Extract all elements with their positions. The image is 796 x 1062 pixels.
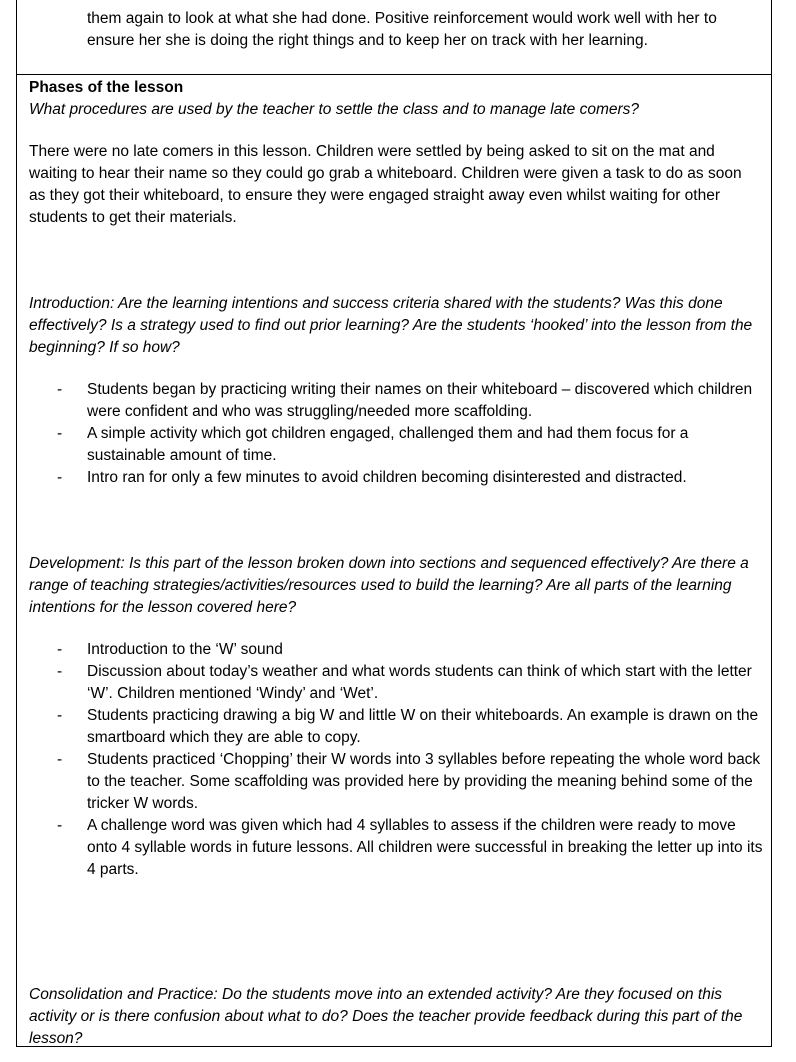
settle-answer: There were no late comers in this lesson. Children were settled by being asked to sit on the mat and waiting to hear their name so they could go grab a whiteboard. Children were given a task to do as soon as they got their whiteboard, to ensure they were engaged straight away even whilst waiting for other students to get their materials.: [29, 143, 742, 226]
settle-question: What procedures are used by the teacher to settle the class and to manage late comers?: [29, 101, 640, 118]
list-item: [29, 705, 769, 749]
observation-form: [16, 0, 772, 1048]
development-question: Development: Is this part of the lesson broken down into sections and sequenced effectively? Are there a range of teaching strategies/activities/resources used to build the learning? Are all parts of the learning intentions for the lesson covered here?: [29, 555, 749, 616]
list-item-text: A challenge word was given which had 4 syllables to assess if the children were ready to move onto 4 syllable words in future lessons. All children were successful in breaking the letter up into its 4 parts.: [87, 817, 763, 878]
list-item: [29, 423, 769, 467]
previous-section-cell: [16, 0, 772, 75]
development-list: [29, 639, 769, 881]
phases-heading: Phases of the lesson: [29, 79, 184, 96]
phases-of-lesson-cell: [16, 75, 772, 1047]
list-item-text: Students practiced ‘Chopping’ their W words into 3 syllables before repeating the whole word back to the teacher. Some scaffolding was provided here by providing the meaning behind some of the tricker W words.: [87, 751, 761, 812]
dash-marker: -: [57, 425, 63, 442]
list-item-text: Students began by practicing writing their names on their whiteboard – discovered which children were confident and who was struggling/needed more scaffolding.: [87, 381, 753, 420]
dash-marker: -: [57, 817, 63, 834]
previous-section-text: them again to look at what she had done. Positive reinforcement would work well with her to ensure her she is doing the right things and to keep her on track with her learning.: [87, 10, 717, 49]
introduction-list: [29, 379, 769, 489]
list-item: [29, 639, 769, 661]
list-item: [29, 379, 769, 423]
introduction-question: Introduction: Are the learning intentions and success criteria shared with the students? Was this done effectively? Is a strategy used to find out prior learning? Are the students ‘hooked’ into the lesson from the beginning? If so how?: [29, 295, 753, 356]
dash-marker: -: [57, 381, 63, 398]
list-item-text: Discussion about today’s weather and what words students can think of which start with the letter ‘W’. Children mentioned ‘Windy’ and ‘Wet’.: [87, 663, 752, 702]
list-item: [29, 661, 769, 705]
list-item-text: Intro ran for only a few minutes to avoid children becoming disinterested and distracted.: [87, 469, 687, 486]
consolidation-question: Consolidation and Practice: Do the students move into an extended activity? Are they focused on this activity or is there confusion about what to do? Does the teacher provide feedback during this part of the lesson?: [29, 986, 743, 1047]
list-item: [29, 467, 769, 489]
list-item-text: Introduction to the ‘W’ sound: [87, 641, 283, 658]
dash-marker: -: [57, 663, 63, 680]
list-item: [29, 815, 769, 881]
list-item: [29, 749, 769, 815]
dash-marker: -: [57, 707, 63, 724]
dash-marker: -: [57, 641, 63, 658]
list-item-text: A simple activity which got children engaged, challenged them and had them focus for a sustainable amount of time.: [87, 425, 689, 464]
list-item-text: Students practicing drawing a big W and little W on their whiteboards. An example is drawn on the smartboard which they are able to copy.: [87, 707, 759, 746]
dash-marker: -: [57, 469, 63, 486]
dash-marker: -: [57, 751, 63, 768]
